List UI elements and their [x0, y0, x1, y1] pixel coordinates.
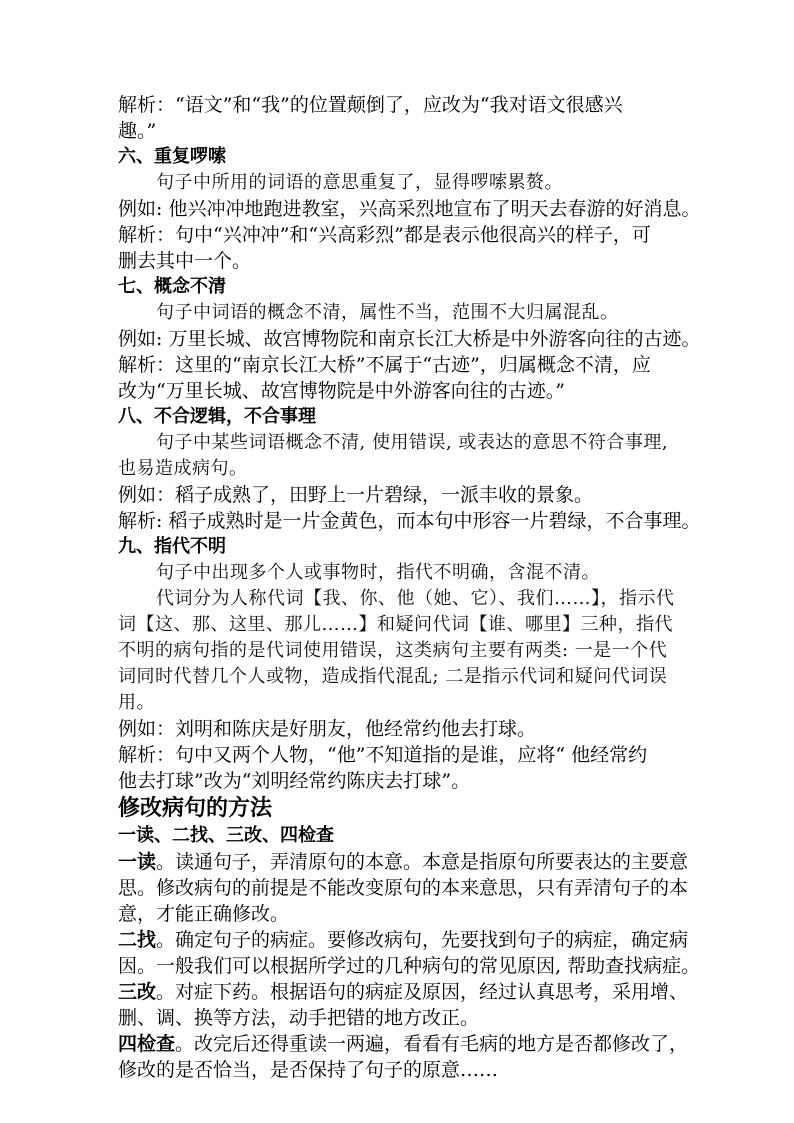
- method-read-line-2: 思。修改病句的前提是不能改变原句的本来意思，只有弄清句子的本: [118, 877, 689, 899]
- s7-description: 句子中词语的概念不清，属性不当，范围不大归属混乱。: [156, 302, 619, 323]
- method-fix-line-2: 删、调、换等方法，动手把错的地方改正。: [118, 1007, 480, 1029]
- s5-analysis-line-2: 趣。”: [118, 120, 157, 142]
- s8-description-line-2: 也易造成病句。: [118, 458, 248, 479]
- document-page: [118, 92, 701, 1083]
- s8-heading: 八、不合逻辑，不合事理: [118, 406, 316, 427]
- method-read-line-3: 意，才能正确修改。: [118, 903, 290, 925]
- s7-analysis-line-2: 改为“万里长城、故宫博物院是中外游客向往的古迹。”: [118, 380, 565, 402]
- method-check-line-2: 修改的是否恰当，是否保持了句子的原意……: [118, 1059, 499, 1081]
- s5-analysis-line-1: 解析：“语文”和“我”的位置颠倒了，应改为“我对语文很感兴: [118, 94, 623, 116]
- method-check-text: 。改完后还得重读一两遍，看看有毛病的地方是否都修改了，: [175, 1033, 689, 1055]
- s6-example: 例如: 他兴冲冲地跑进教室，兴高采烈地宣布了明天去春游的好消息。: [118, 198, 701, 220]
- method-check-line-1: [118, 1031, 689, 1057]
- method-find-label: 二找: [118, 929, 157, 951]
- s9-pronoun-line-3: 不明的病句指的是代词使用错误，这类病句主要有两类: 一是一个代: [118, 640, 668, 661]
- s7-analysis-line-1: 解析：这里的“南京长江大桥”不属于“古迹”，归属概念不清，应: [118, 354, 651, 376]
- s9-example: 例如：刘明和陈庆是好朋友，他经常约他去打球。: [118, 718, 537, 740]
- s8-analysis: 解析: 稻子成熟时是一片金黄色，而本句中形容一片碧绿，不合事理。: [118, 510, 701, 532]
- s7-heading: 七、概念不清: [118, 276, 226, 297]
- s9-description: 句子中出现多个人或事物时，指代不明确，含混不清。: [156, 562, 600, 583]
- s6-heading: 六、重复啰嗦: [118, 146, 226, 167]
- s9-analysis-line-2: 他去打球”改为“刘明经常约陈庆去打球”。: [118, 770, 471, 792]
- s6-analysis-line-1: 解析：句中“兴冲冲”和“兴高彩烈”都是表示他很高兴的样子，可: [118, 224, 651, 246]
- method-fix-line-1: [118, 979, 689, 1005]
- s8-example: 例如：稻子成熟了，田野上一片碧绿，一派丰收的景象。: [118, 484, 594, 506]
- s9-pronoun-line-2: 词【这、那、这里、那儿……】和疑问代词【谁、哪里】三种，指代: [118, 614, 673, 635]
- method-find-line-2: 因。一般我们可以根据所学过的几种病句的常见原因, 帮助查找病症。: [118, 955, 701, 977]
- method-find-text: 。确定句子的病症。要修改病句，先要找到句子的病症，确定病: [156, 929, 689, 951]
- method-read-label: 一读: [118, 851, 157, 873]
- method-read-line-1: [118, 849, 689, 875]
- method-read-text: 。读通句子，弄清原句的本意。本意是指原句所要表达的主要意: [156, 851, 689, 873]
- s9-pronoun-line-4: 词同时代替几个人或物，造成指代混乱; 二是指示代词和疑问代词误: [118, 666, 668, 687]
- s7-example: 例如: 万里长城、故宫博物院和南京长江大桥是中外游客向往的古迹。: [118, 328, 701, 350]
- method-check-label: 四检查: [118, 1033, 176, 1055]
- s6-analysis-line-2: 删去其中一个。: [118, 250, 252, 272]
- s9-pronoun-line-5: 用。: [118, 692, 155, 713]
- method-title: 修改病句的方法: [118, 796, 273, 821]
- method-subtitle: 一读、二找、三改、四检查: [118, 825, 334, 846]
- method-fix-label: 三改: [118, 981, 157, 1003]
- s9-heading: 九、指代不明: [118, 536, 226, 557]
- s9-analysis-line-1: 解析：句中又两个人物，“他”不知道指的是谁，应将“ 他经常约: [118, 744, 648, 766]
- s8-description-line-1: 句子中某些词语概念不清, 使用错误, 或表达的意思不符合事理,: [156, 432, 669, 453]
- s9-pronoun-line-1: 代词分为人称代词【我、你、他（她、它）、我们……】，指示代: [156, 588, 675, 609]
- s6-description: 句子中所用的词语的意思重复了，显得啰嗦累赘。: [156, 172, 563, 193]
- method-fix-text: 。对症下药。根据语句的病症及原因，经过认真思考，采用增、: [156, 981, 689, 1003]
- method-find-line-1: [118, 927, 689, 953]
